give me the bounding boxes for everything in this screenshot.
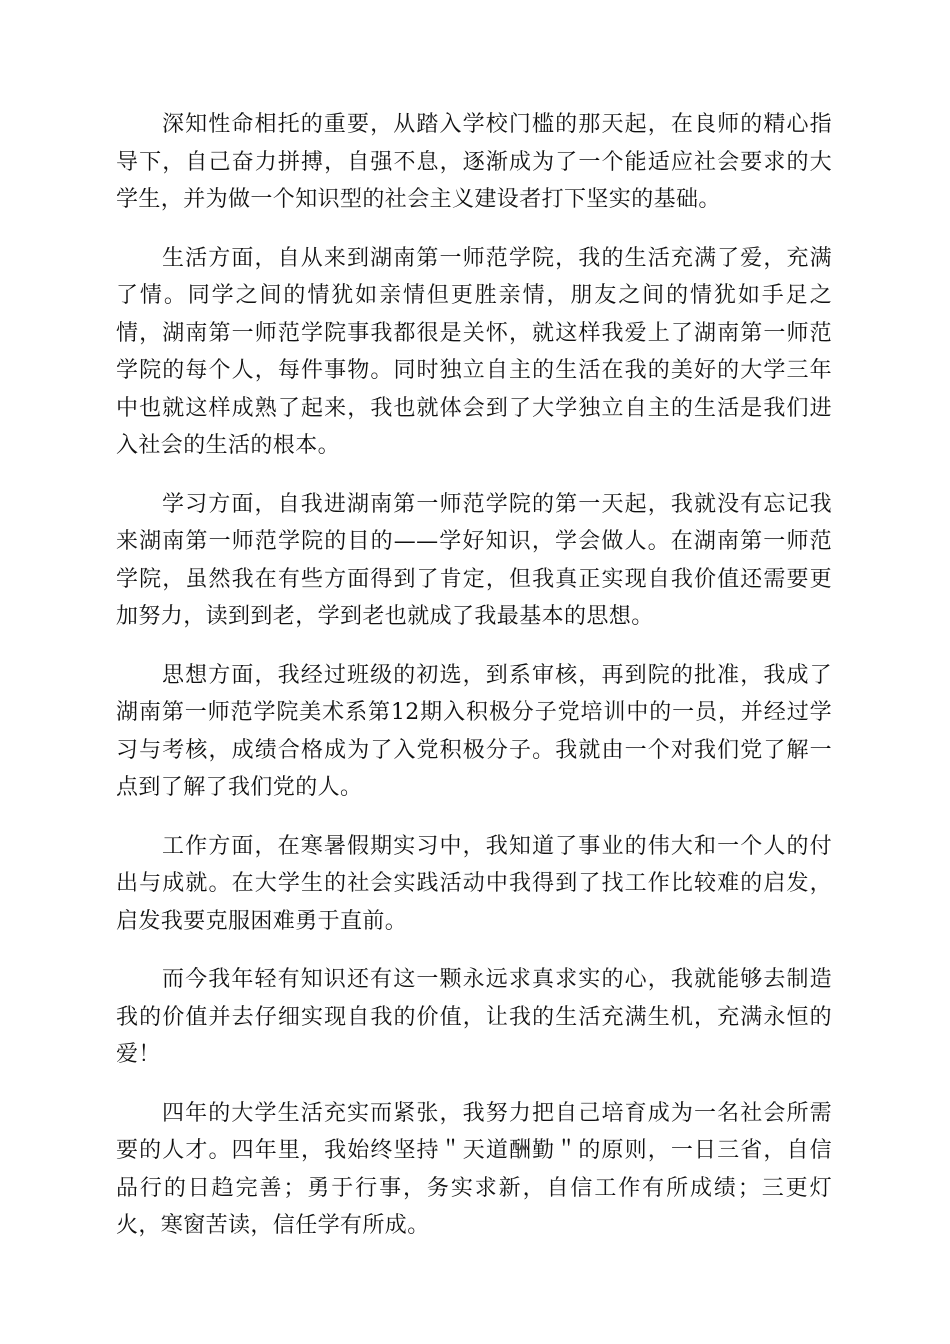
document-body <box>116 106 832 1266</box>
paragraph-aspiration: 而今我年轻有知识还有这一颗永远求真求实的心，我就能够去制造我的价值并去仔细实现自我的价值，让我的生活充满生机，充满永恒的爱！ <box>116 967 832 1067</box>
paragraph-intro: 深知性命相托的重要，从踏入学校门槛的那天起，在良师的精心指导下，自己奋力拼搏，自强不息，逐渐成为了一个能适应社会要求的大学生，并为做一个知识型的社会主义建设者打下坚实的基础。 <box>116 112 832 212</box>
paragraph-summary: 四年的大学生活充实而紧张，我努力把自己培育成为一名社会所需要的人才。四年里，我始终坚持＂天道酬勤＂的原则，一日三省，自信品行的日趋完善；勇于行事，务实求新，自信工作有所成绩；三更灯火，寒窗苦读，信任学有所成。 <box>116 1100 832 1238</box>
paragraph-study: 学习方面，自我进湖南第一师范学院的第一天起，我就没有忘记我来湖南第一师范学院的目的——学好知识，学会做人。在湖南第一师范学院，虽然我在有些方面得到了肯定，但我真正实现自我价值还需要更加努力，读到到老，学到老也就成了我最基本的思想。 <box>116 491 832 629</box>
paragraph-life: 生活方面，自从来到湖南第一师范学院，我的生活充满了爱，充满了情。同学之间的情犹如亲情但更胜亲情，朋友之间的情犹如手足之情，湖南第一师范学院事我都很是关怀，就这样我爱上了湖南第一师范学院的每个人，每件事物。同时独立自主的生活在我的美好的大学三年中也就这样成熟了起来，我也就体会到了大学独立自主的生活是我们进入社会的生活的根本。 <box>116 245 832 458</box>
paragraph-work: 工作方面，在寒暑假期实习中，我知道了事业的伟大和一个人的付出与成就。在大学生的社会实践活动中我得到了找工作比较难的启发，启发我要克服困难勇于直前。 <box>116 833 832 934</box>
paragraph-thought: 思想方面，我经过班级的初选，到系审核，再到院的批准，我成了湖南第一师范学院美术系第12期入积极分子党培训中的一员，并经过学习与考核，成绩合格成为了入党积极分子。我就由一个对我们党了解一点到了解了我们党的人。 <box>116 662 832 800</box>
